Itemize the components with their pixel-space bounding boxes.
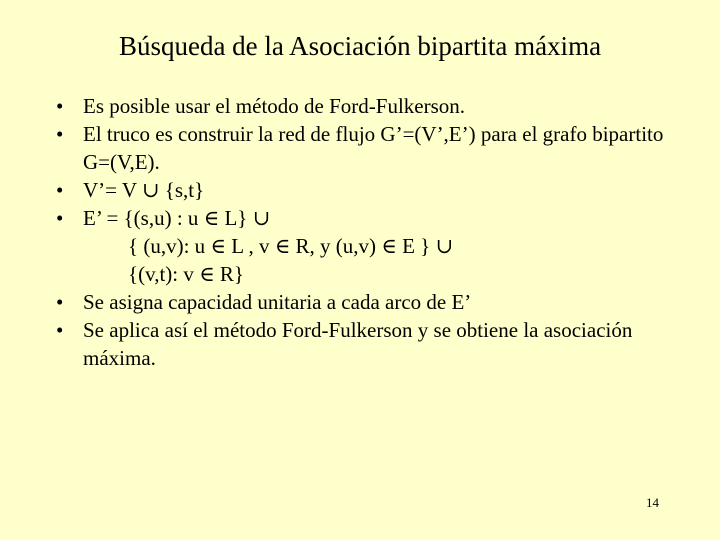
- bullet-icon: •: [56, 94, 64, 118]
- bullet-icon: •: [56, 122, 64, 146]
- bullet-list: [56, 92, 676, 372]
- bullet-item: [56, 176, 676, 204]
- bullet-text: Es posible usar el método de Ford-Fulkerson.: [83, 94, 466, 118]
- bullet-text: Se aplica así el método Ford-Fulkerson y se obtiene la asociación máxima.: [83, 318, 633, 370]
- page-number: 14: [646, 495, 659, 510]
- bullet-continuation-line: {(v,t): v ∈ R}: [128, 262, 245, 286]
- bullet-icon: •: [56, 178, 64, 202]
- bullet-text: El truco es construir la red de flujo G’=(V’,E’) para el grafo bipartito G=(V,E).: [83, 122, 664, 174]
- bullet-text: E’ = {(s,u) : u ∈ L} ∪: [83, 206, 271, 230]
- bullet-text: V’= V ∪ {s,t}: [83, 178, 205, 202]
- bullet-continuation-line: { (u,v): u ∈ L , v ∈ R, y (u,v) ∈ E } ∪: [128, 234, 454, 258]
- bullet-text: Se asigna capacidad unitaria a cada arco de E’: [83, 290, 472, 314]
- bullet-item: [56, 120, 676, 176]
- bullet-item: [56, 316, 676, 372]
- bullet-icon: •: [56, 206, 64, 230]
- bullet-item: [56, 288, 676, 316]
- bullet-item: [56, 204, 676, 288]
- bullet-icon: •: [56, 318, 64, 342]
- bullet-icon: •: [56, 290, 64, 314]
- slide-title: Búsqueda de la Asociación bipartita máxima: [118, 31, 602, 61]
- bullet-item: [56, 92, 676, 120]
